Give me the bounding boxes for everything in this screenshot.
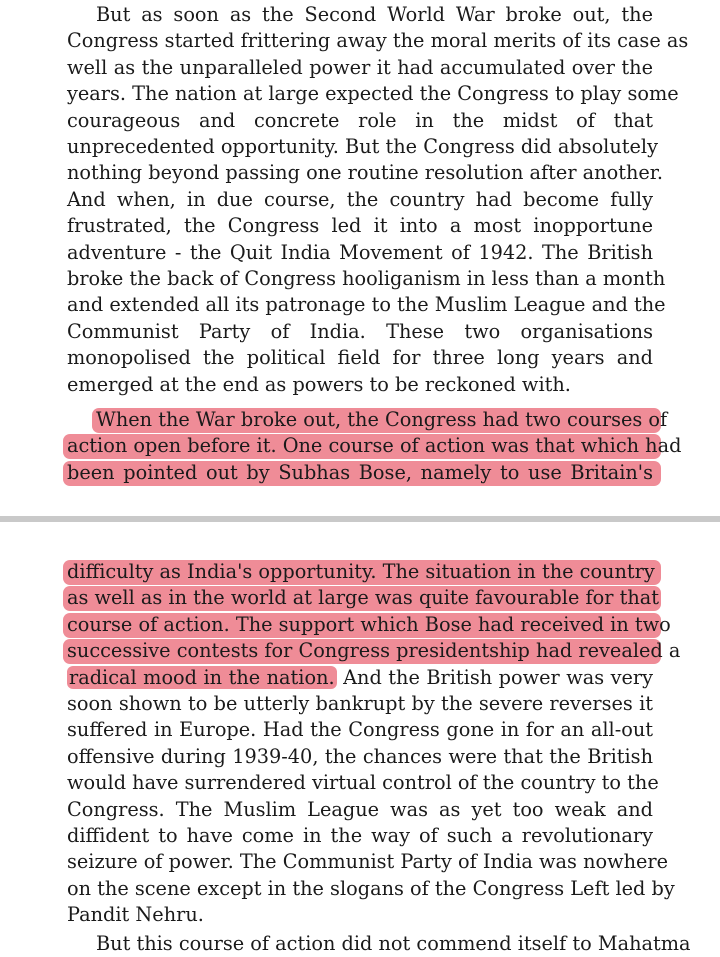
paragraph-line: adventure - the Quit India Movement of 1942. The British	[67, 240, 653, 264]
cut-off-line: But this course of action did not commend itself to Mahatma	[96, 932, 691, 955]
paragraph-line: And when, in due course, the country had become fully	[67, 187, 653, 211]
highlighted-line: action open before it. One course of action was that which had	[67, 434, 682, 458]
paragraph-line: seizure of power. The Communist Party of India was nowhere	[67, 850, 669, 874]
paragraph-line: soon shown to be utterly bankrupt by the severe reverses it	[67, 692, 653, 715]
paragraph-line: Pandit Nehru.	[67, 903, 204, 927]
paragraph-line: on the scene except in the slogans of the Congress Left led by	[67, 876, 675, 900]
paragraph-line: years. The nation at large expected the Congress to play some	[67, 82, 679, 106]
highlighted-line: as well as in the world at large was quite favourable for that	[67, 586, 659, 610]
highlighted-phrase: radical mood in the nation.	[69, 665, 335, 689]
highlighted-line: When the War broke out, the Congress had two courses of	[96, 408, 668, 431]
paragraph-line: Communist Party of India. These two organisations	[67, 319, 653, 343]
paragraph-line: emerged at the end as powers to be reckoned with.	[67, 372, 571, 396]
paragraph-line: diffident to have come in the way of such a revolutionary	[67, 824, 653, 847]
paragraph-line: nothing beyond passing one routine resolution after another.	[67, 161, 664, 185]
paragraph-line: monopolised the political field for three long years and	[67, 346, 653, 370]
paragraph-line: well as the unparalleled power it had accumulated over the	[67, 55, 653, 79]
highlighted-line: difficulty as India's opportunity. The situation in the country	[67, 560, 655, 583]
highlighted-line: been pointed out by Subhas Bose, namely to use Britain's	[67, 460, 653, 484]
paragraph-line: courageous and concrete role in the midst of that	[67, 108, 653, 132]
highlighted-line: course of action. The support which Bose had received in two	[67, 612, 671, 636]
paragraph-line: broke the back of Congress hooliganism in less than a month	[67, 267, 666, 290]
paragraph-line: But as soon as the Second World War broke out, the	[96, 3, 653, 26]
paragraph-line: Congress started frittering away the moral merits of its case as	[67, 29, 689, 53]
plain-phrase: And the British power was very	[336, 665, 653, 689]
paragraph-line-mixed	[67, 665, 653, 691]
paragraph-line: would have surrendered virtual control of the country to the	[67, 771, 659, 795]
paragraph-line: suffered in Europe. Had the Congress gone in for an all-out	[67, 718, 653, 742]
paragraph-line: Congress. The Muslim League was as yet too weak and	[67, 797, 653, 821]
paragraph-line: offensive during 1939-40, the chances were that the British	[67, 744, 653, 768]
bottom-page-fragment	[0, 522, 720, 945]
highlighted-line: successive contests for Congress presidentship had revealed a	[67, 639, 681, 663]
paragraph-line: frustrated, the Congress led it into a most inopportune	[67, 214, 653, 238]
paragraph-line: and extended all its patronage to the Muslim League and the	[67, 293, 666, 317]
paragraph-line: unprecedented opportunity. But the Congress did absolutely	[67, 135, 658, 158]
